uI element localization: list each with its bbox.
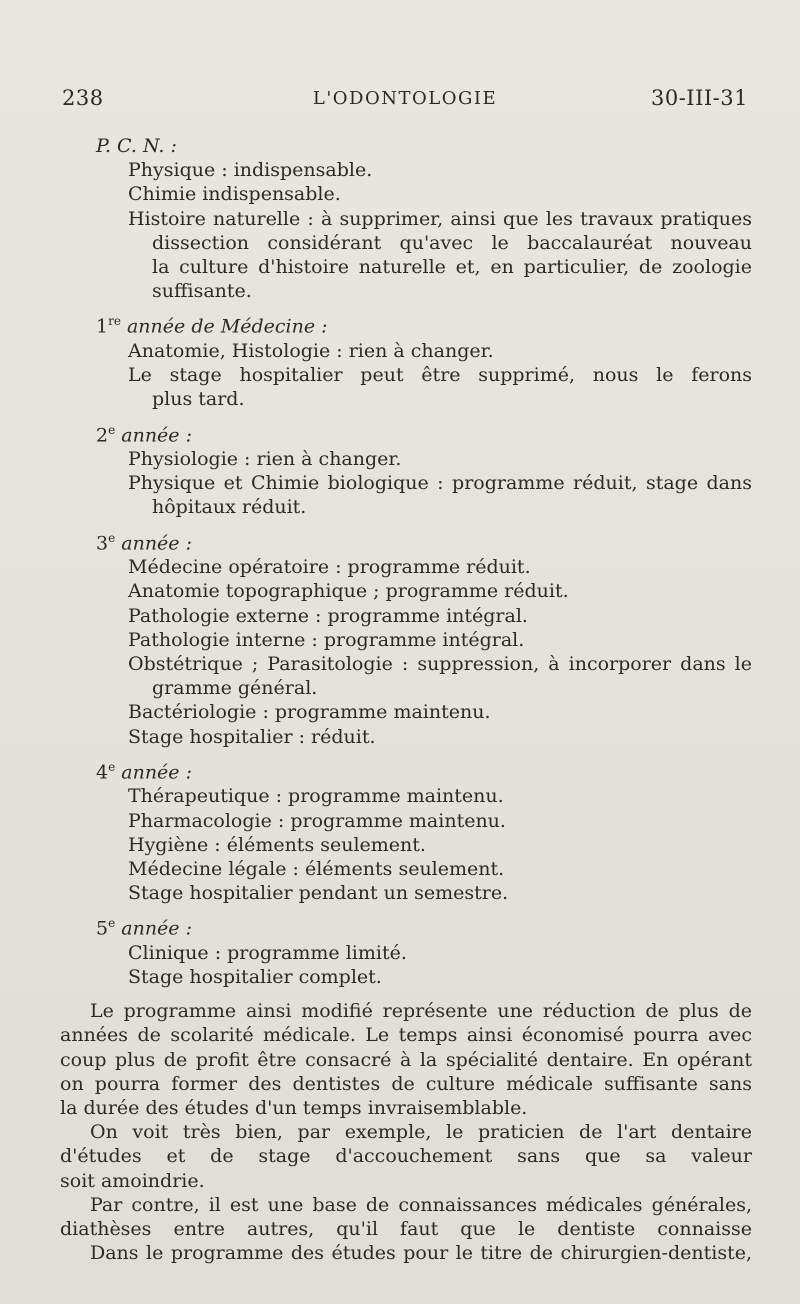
list-item: Médecine légale : éléments seulement. xyxy=(128,857,505,880)
paragraph-line: la durée des études d'un temps invraisemblable. xyxy=(60,1097,528,1119)
list-item: Physiologie : rien à changer. xyxy=(128,448,402,471)
heading-text: année : xyxy=(121,761,192,784)
section-heading-year-1 xyxy=(60,309,752,339)
paragraph-line: années de scolarité médicale. Le temps ainsi économisé pourra avec xyxy=(60,1024,752,1047)
paragraph-line: On voit très bien, par exemple, le praticien de l'art dentaire xyxy=(90,1121,752,1144)
list-item: Le stage hospitalier peut être supprimé, nous le ferons xyxy=(128,364,752,387)
paragraph-line: diathèses entre autres, qu'il faut que le dentiste connaisse xyxy=(60,1217,752,1240)
list-item-continuation: gramme général. xyxy=(152,677,318,700)
heading-text: année : xyxy=(121,531,192,554)
list-item: Bactériologie : programme maintenu. xyxy=(128,701,491,724)
section-heading-year-2 xyxy=(60,418,752,448)
list-item: Stage hospitalier complet. xyxy=(128,966,382,989)
list-item: Pharmacologie : programme maintenu. xyxy=(128,809,506,832)
ordinal-suffix: e xyxy=(108,422,116,437)
issue-date: 30-III-31 xyxy=(650,86,748,110)
list-item-continuation: suffisante. xyxy=(152,280,252,303)
section-heading-year-3 xyxy=(60,526,752,556)
section-heading-year-5 xyxy=(60,911,752,941)
list-item: Clinique : programme limité. xyxy=(128,941,407,964)
journal-title: L'ODONTOLOGIE xyxy=(312,88,498,109)
list-item: Hygiène : éléments seulement. xyxy=(128,833,426,856)
paragraph-line: on pourra former des dentistes de culture médicale suffisante sans xyxy=(60,1072,752,1095)
list-item: Histoire naturelle : à supprimer, ainsi que les travaux pratiques xyxy=(128,207,752,230)
paragraph-line: soit amoindrie. xyxy=(60,1169,205,1192)
year-number: 1 xyxy=(96,315,109,338)
ordinal-suffix: e xyxy=(108,530,116,545)
heading-text: année : xyxy=(121,917,192,940)
ordinal-suffix: e xyxy=(108,916,116,931)
page-content xyxy=(60,134,752,1265)
year-number: 5 xyxy=(96,917,109,940)
list-item: Stage hospitalier pendant un semestre. xyxy=(128,882,509,905)
heading-text: année de Médecine : xyxy=(126,315,328,338)
list-item: Pathologie interne : programme intégral. xyxy=(128,628,525,651)
list-item: Anatomie, Histologie : rien à changer. xyxy=(128,339,494,362)
list-item: Stage hospitalier : réduit. xyxy=(128,725,376,748)
year-number: 2 xyxy=(96,423,109,446)
list-item: Physique et Chimie biologique : programme réduit, stage dans xyxy=(128,472,752,495)
section-heading-pcn: P. C. N. : xyxy=(96,135,177,157)
ordinal-suffix: e xyxy=(108,759,116,774)
paragraph-line: coup plus de profit être consacré à la spécialité dentaire. En opérant xyxy=(60,1048,752,1071)
page-number: 238 xyxy=(62,86,104,110)
paragraph-line: d'études et de stage d'accouchement sans que sa valeur xyxy=(60,1145,752,1168)
list-item: Thérapeutique : programme maintenu. xyxy=(128,785,504,808)
paragraph-line: Par contre, il est une base de connaissances médicales générales, xyxy=(90,1193,752,1216)
list-item-continuation: la culture d'histoire naturelle et, en particulier, de zoologie xyxy=(152,255,752,278)
list-item: Obstétrique ; Parasitologie : suppression, à incorporer dans le xyxy=(128,652,752,675)
year-number: 4 xyxy=(96,761,109,784)
list-item-continuation: hôpitaux réduit. xyxy=(152,496,307,519)
list-item: Chimie indispensable. xyxy=(128,183,341,206)
paragraph-line: Dans le programme des études pour le titre de chirurgien-dentiste, xyxy=(90,1242,752,1265)
list-item-continuation: plus tard. xyxy=(152,388,245,411)
list-item: Pathologie externe : programme intégral. xyxy=(128,604,528,627)
list-item: Médecine opératoire : programme réduit. xyxy=(128,556,531,579)
list-item: Physique : indispensable. xyxy=(128,159,373,182)
running-header xyxy=(62,86,748,116)
section-heading-year-4 xyxy=(60,755,752,785)
list-item-continuation: dissection considérant qu'avec le baccalauréat nouveau xyxy=(152,231,752,254)
paragraph-line: Le programme ainsi modifié représente une réduction de plus de xyxy=(90,1000,752,1023)
list-item: Anatomie topographique ; programme réduit. xyxy=(128,580,569,603)
year-number: 3 xyxy=(96,531,109,554)
ordinal-suffix: re xyxy=(108,314,121,329)
heading-text: année : xyxy=(121,423,192,446)
